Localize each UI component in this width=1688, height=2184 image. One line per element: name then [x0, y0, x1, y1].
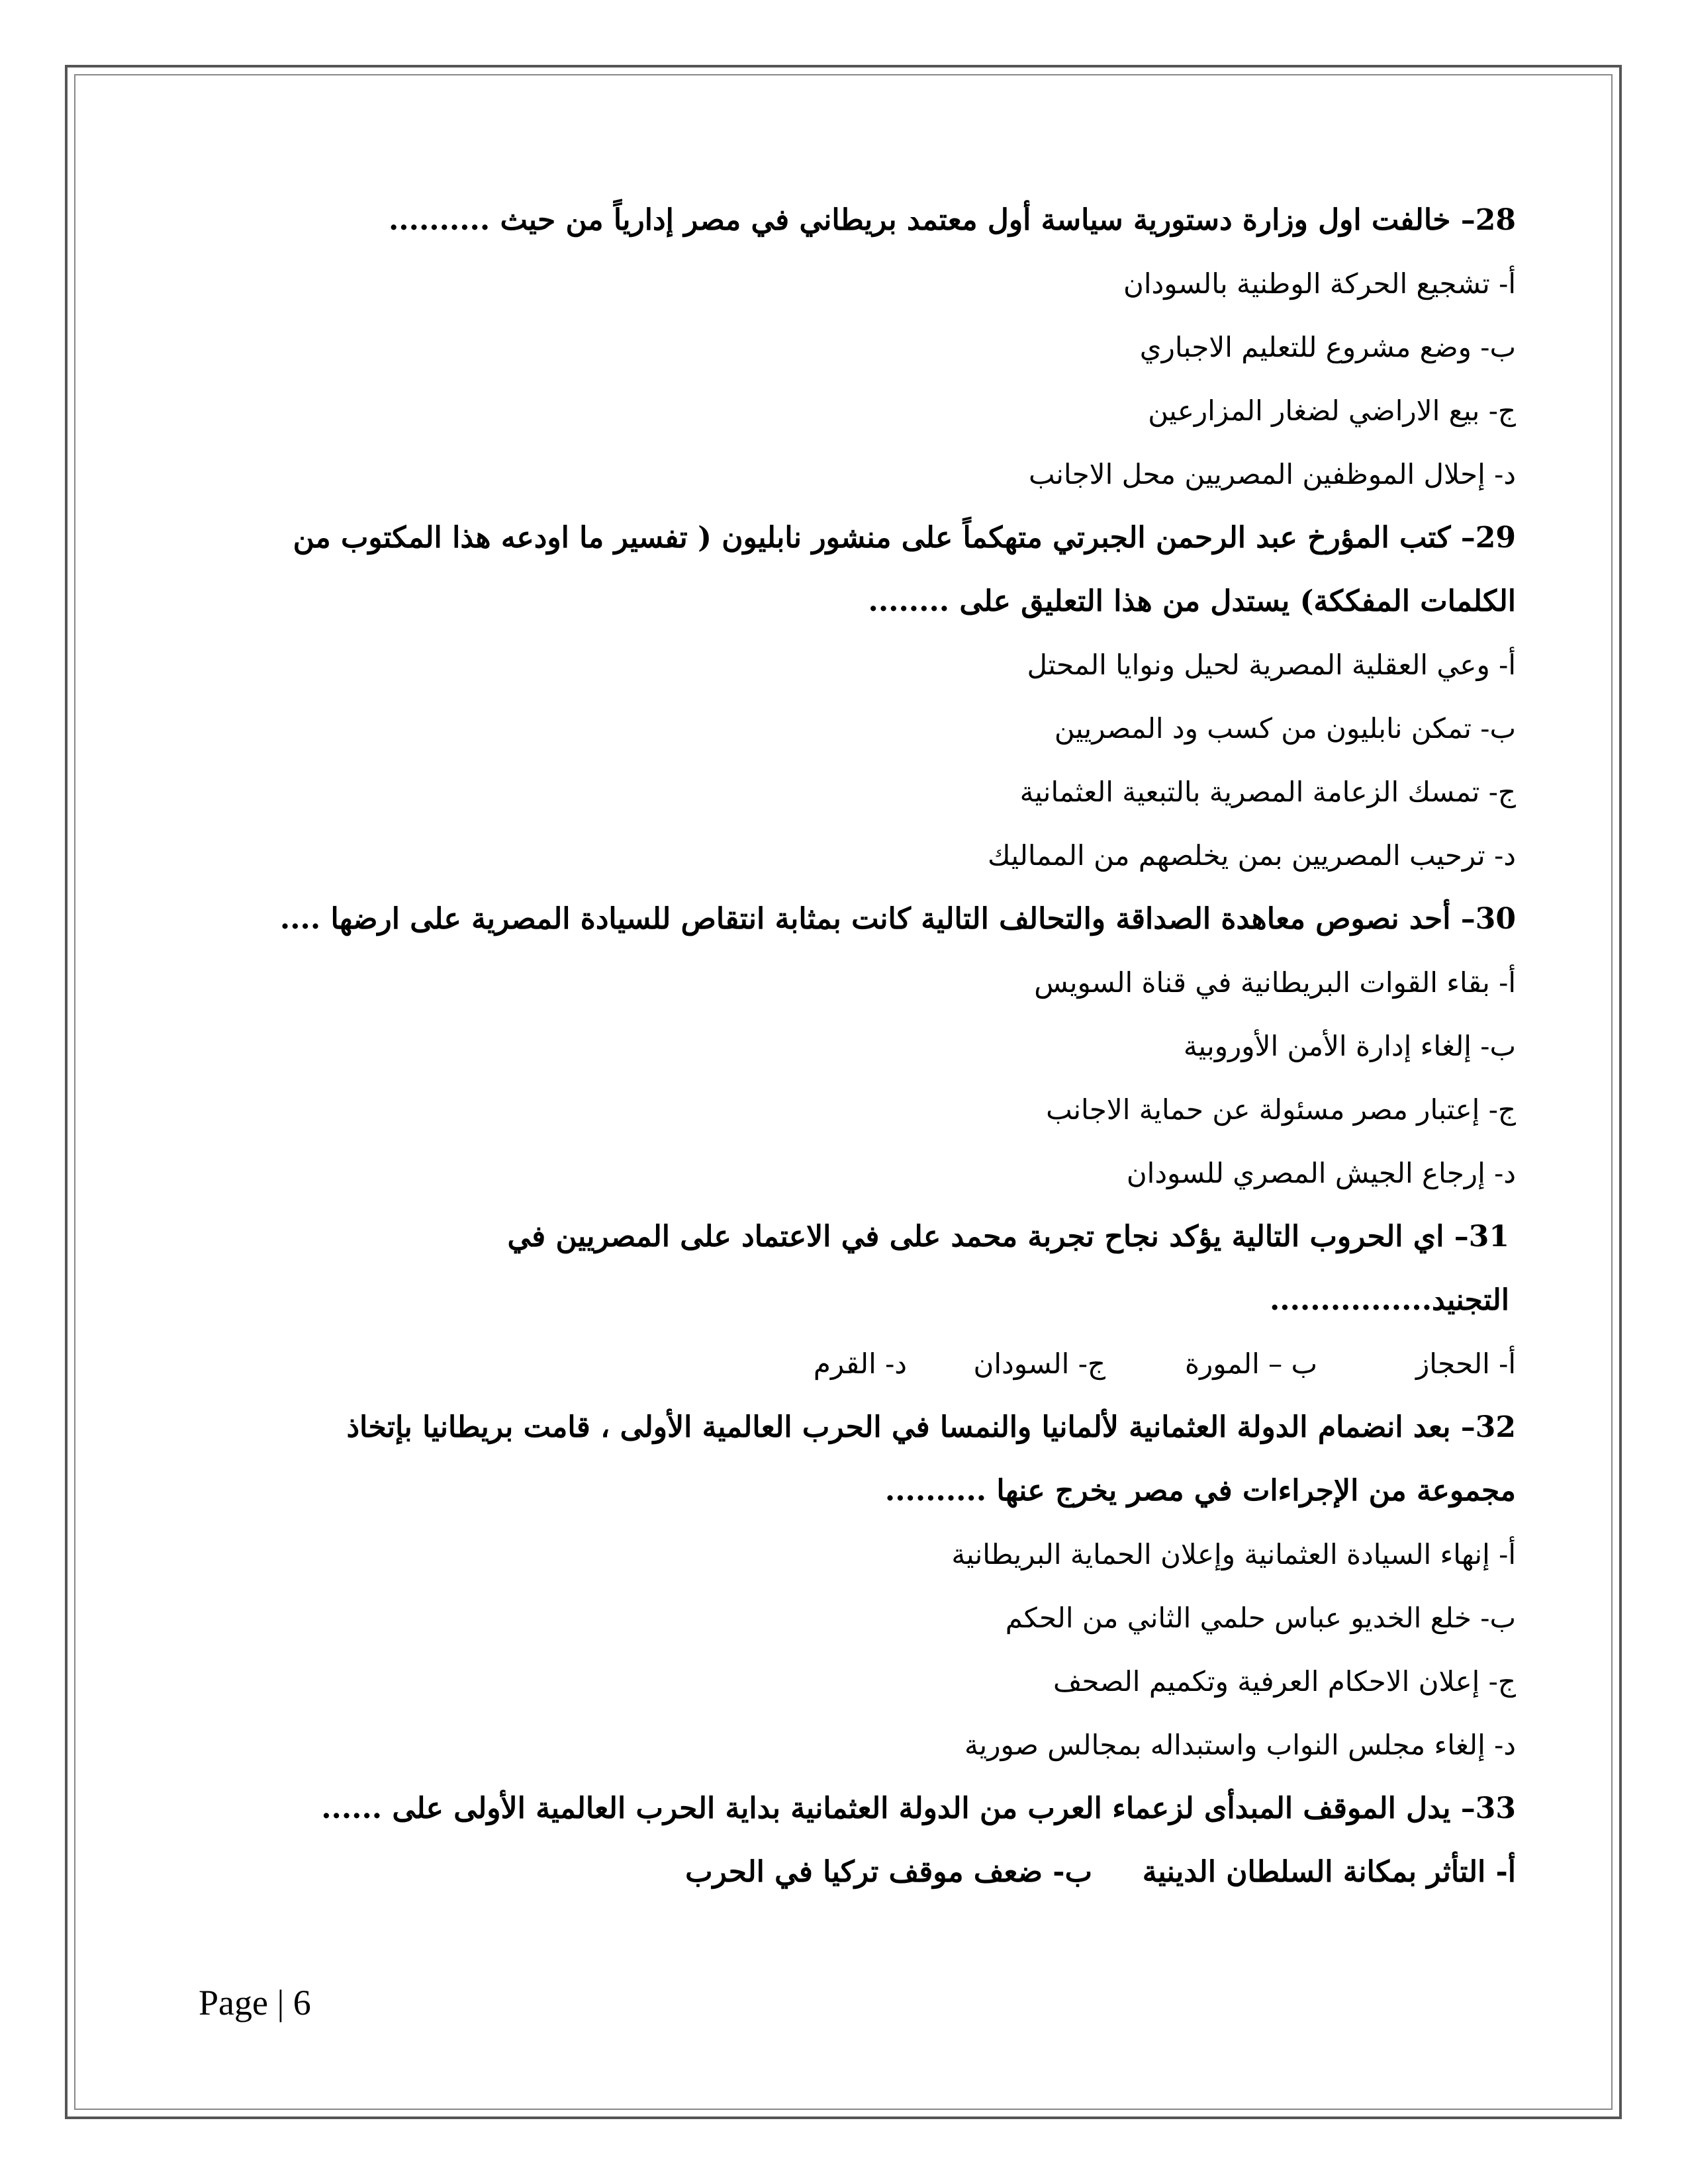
option-a: أ- بقاء القوات البريطانية في قناة السويس — [1034, 966, 1516, 999]
option-c: ج- تمسك الزعامة المصرية بالتبعية العثمانية — [1019, 776, 1516, 808]
question-number: 28 — [1475, 203, 1516, 237]
question-number: 33 — [1475, 1792, 1516, 1825]
option-b: ب- ضعف موقف تركيا في الحرب — [685, 1855, 1092, 1889]
question-text: 28– خالفت اول وزارة دستورية سياسة أول معتمد بريطاني في مصر إدارياً من حيث .......... — [388, 203, 1516, 237]
option-d: د- إلغاء مجلس النواب واستبداله بمجالس صورية — [964, 1729, 1516, 1761]
document-body — [199, 189, 1516, 1904]
option-a: أ- تشجيع الحركة الوطنية بالسودان — [1123, 267, 1516, 300]
question-text: 29– كتب المؤرخ عبد الرحمن الجبرتي متهكماً على منشور نابليون ( تفسير ما اودعه هذا المكتوب من الكلمات المفككة) يستدل من هذا التعليق على ........ — [293, 521, 1516, 618]
option-a: أ- التأثر بمكانة السلطان الدينية — [1142, 1855, 1516, 1889]
question-text: 32– بعد انضمام الدولة العثمانية لألمانيا والنمسا في الحرب العالمية الأولى ، قامت بريطانيا بإتخاذ مجموعة من الإجراءات في مصر يخرج عنها .......... — [346, 1410, 1516, 1508]
question-29 — [199, 506, 1516, 887]
option-c: ج- إعتبار مصر مسئولة عن حماية الاجانب — [1046, 1093, 1516, 1126]
question-number: 31 — [1468, 1220, 1509, 1253]
question-number: 32 — [1475, 1410, 1516, 1444]
option-c: ج- بيع الاراضي لضغار المزارعين — [1148, 394, 1516, 427]
question-31 — [199, 1205, 1516, 1396]
option-d: د- ترحيب المصريين بمن يخلصهم من المماليك — [988, 839, 1516, 872]
question-33 — [199, 1777, 1516, 1904]
option-b: ب- وضع مشروع للتعليم الاجباري — [1139, 331, 1516, 363]
option-c: ج- إعلان الاحكام العرفية وتكميم الصحف — [1053, 1665, 1516, 1698]
option-b: ب- خلع الخديو عباس حلمي الثاني من الحكم — [1005, 1602, 1516, 1634]
option-a: أ- وعي العقلية المصرية لحيل ونوايا المحتل — [1027, 649, 1516, 681]
option-b: ب- تمكن نابليون من كسب ود المصريين — [1054, 712, 1516, 745]
option-d: د- إحلال الموظفين المصريين محل الاجانب — [1028, 458, 1516, 490]
option-b: ب- إلغاء إدارة الأمن الأوروبية — [1183, 1030, 1516, 1062]
question-text: 31– اي الحروب التالية يؤكد نجاح تجربة محمد على في الاعتماد على المصريين في التجنيد................ — [507, 1220, 1509, 1317]
question-32 — [199, 1396, 1516, 1777]
option-c: ج- السودان — [973, 1347, 1105, 1380]
question-28 — [199, 189, 1516, 506]
question-text: 33– يدل الموقف المبدأى لزعماء العرب من الدولة العثمانية بداية الحرب العالمية الأولى على ...... — [321, 1792, 1516, 1825]
options-row — [199, 1841, 1516, 1904]
option-a: أ- إنهاء السيادة العثمانية وإعلان الحماية البريطانية — [951, 1538, 1516, 1570]
option-d: د- القرم — [813, 1347, 907, 1380]
option-b: ب – المورة — [1185, 1347, 1317, 1380]
options-row — [199, 1332, 1516, 1396]
question-number: 29 — [1475, 521, 1516, 555]
question-text: 30– أحد نصوص معاهدة الصداقة والتحالف التالية كانت بمثابة انتقاص للسيادة المصرية على ارضها .... — [279, 902, 1516, 936]
option-a: أ- الحجاز — [1416, 1347, 1516, 1380]
page-number: Page | 6 — [199, 1983, 311, 2023]
option-d: د- إرجاع الجيش المصري للسودان — [1126, 1157, 1516, 1189]
question-number: 30 — [1475, 902, 1516, 936]
question-30 — [199, 887, 1516, 1205]
